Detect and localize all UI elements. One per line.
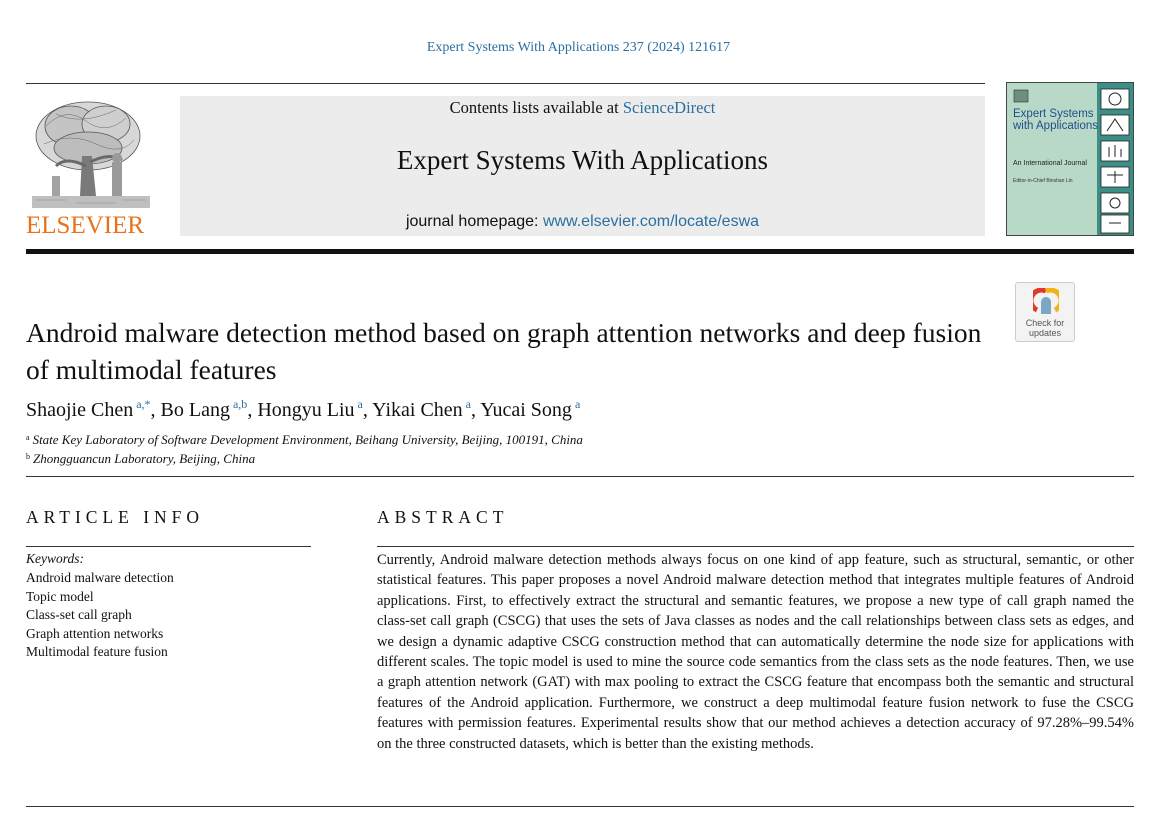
header-rule	[26, 83, 985, 84]
author[interactable]: Hongyu Liu $^a$,	[257, 397, 373, 421]
elsevier-wordmark: ELSEVIER	[26, 212, 145, 239]
keyword-item: Multimodal feature fusion	[26, 644, 168, 659]
keyword-item: Topic model	[26, 588, 94, 604]
affiliation-b: $^b$ Zhongguancun Laboratory, Beijing, China	[26, 451, 256, 466]
sciencedirect-link[interactable]: ScienceDirect	[622, 98, 716, 117]
cover-logo-icon	[1013, 89, 1029, 103]
keyword-item: Android malware detection	[26, 570, 174, 585]
keyword-item: Graph attention networks	[26, 625, 164, 641]
article-title: Android malware detection method based on graph attention networks and deep fusion of multimodal features	[26, 317, 982, 385]
author[interactable]: Shaojie Chen $^{a,*}$,	[26, 397, 161, 421]
bottom-rule	[26, 806, 1134, 807]
abstract-rule	[377, 546, 1134, 547]
check-for-updates-label: Check for updates	[1025, 318, 1065, 338]
journal-title: Expert Systems With Applications	[396, 145, 769, 175]
affiliation-a: $^a$ State Key Laboratory of Software Development Environment, Beihang University, Beijing, 100191, China	[26, 432, 583, 447]
homepage-link[interactable]: www.elsevier.com/locate/eswa	[542, 213, 760, 230]
keyword-item: Class-set call graph	[26, 607, 132, 622]
affiliation-rule	[26, 476, 1134, 477]
author[interactable]: Bo Lang $^{a,b}$,	[160, 397, 258, 421]
keywords-label: Keywords:	[26, 551, 84, 566]
contents-line	[180, 98, 985, 118]
journal-citation[interactable]: Expert Systems With Applications 237 (2024) 121617	[426, 40, 731, 55]
contents-prefix: Contents lists available at	[449, 98, 623, 117]
author[interactable]: Yucai Song $^a$	[480, 397, 581, 421]
keyword-list	[26, 569, 174, 662]
cover-icon-strip	[1097, 83, 1133, 235]
article-info-heading: ARTICLE INFO	[26, 507, 205, 527]
article-info-rule	[26, 546, 311, 547]
cover-title: Expert Systems with Applications	[1013, 108, 1099, 132]
author-list	[26, 397, 926, 422]
cover-subtitle: An International Journal	[1013, 160, 1087, 167]
masthead-rule	[26, 249, 1134, 254]
abstract-text: Currently, Android malware detection methods always focus on one kind of app feature, such as structural, semantic, or other statistical features. This paper proposes a novel Android malware detection method that integrates multiple features of Android applications. First, to effectively extract the structural and semantic features, we propose a new type of call graph named the class-set call graph (CSCG) that uses the sets of Java classes as nodes and the call relationships between class sets as edges, and we design a dynamic adaptive CSCG construction method that can automatically determine the node size for applications with different scales. The topic model is used to mine the source code semantics from the class sets as the node features. Then, we use a graph attention network (GAT) with max pooling to extract the CSCG feature that encompass both the semantic and structural features of the Android application. Furthermore, we construct a deep multimodal feature fusion network to fuse the CSCG features with permission features. Experimental results show that our method achieves a detection accuracy of 97.28%–99.54% on the three constructed datasets, which is better than the existing methods.	[377, 552, 1134, 752]
homepage-prefix: journal homepage:	[405, 213, 543, 230]
homepage-line	[180, 213, 985, 231]
author[interactable]: Yikai Chen $^a$,	[372, 397, 481, 421]
check-updates-icon	[1033, 288, 1059, 316]
cover-editor: Editor-in-Chief Binshan Lin	[1013, 178, 1073, 184]
abstract-heading: ABSTRACT	[377, 507, 509, 527]
journal-cover[interactable]	[1006, 82, 1134, 236]
